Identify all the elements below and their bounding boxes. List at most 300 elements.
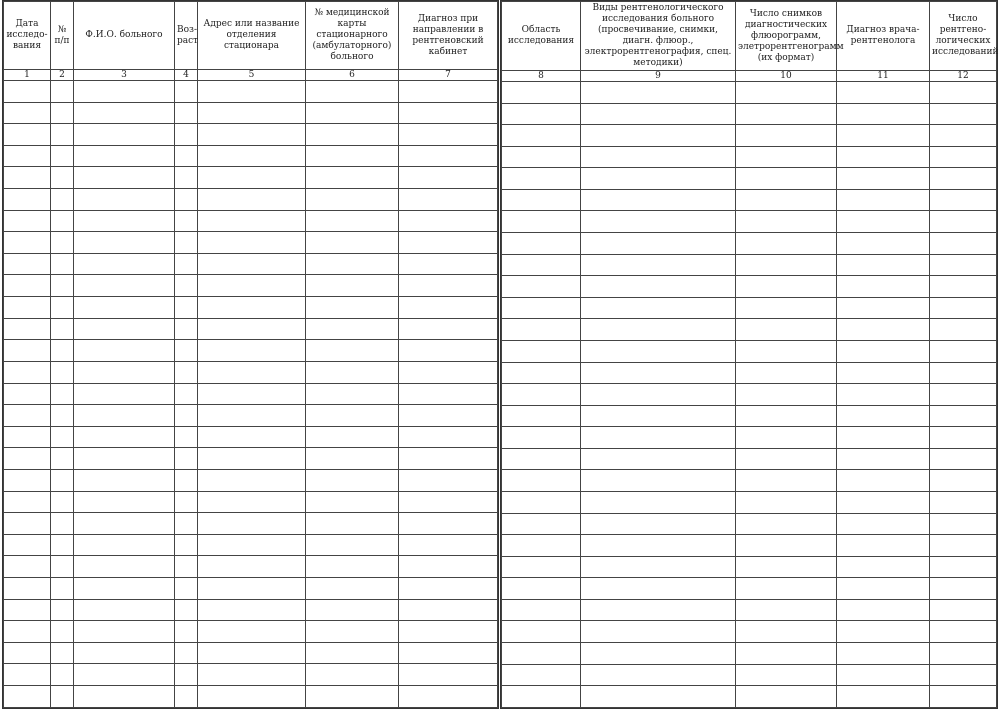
table-cell[interactable] <box>502 599 581 621</box>
table-cell[interactable] <box>502 362 581 384</box>
table-cell[interactable] <box>51 145 74 167</box>
table-cell[interactable] <box>930 254 997 276</box>
table-cell[interactable] <box>4 686 51 708</box>
table-cell[interactable] <box>74 253 175 275</box>
table-cell[interactable] <box>306 534 399 556</box>
table-cell[interactable] <box>502 276 581 298</box>
table-cell[interactable] <box>930 125 997 147</box>
table-cell[interactable] <box>175 102 198 124</box>
table-cell[interactable] <box>736 513 837 535</box>
table-cell[interactable] <box>74 340 175 362</box>
table-cell[interactable] <box>4 275 51 297</box>
table-cell[interactable] <box>736 427 837 449</box>
table-cell[interactable] <box>399 232 498 254</box>
table-cell[interactable] <box>306 232 399 254</box>
table-cell[interactable] <box>581 362 736 384</box>
table-cell[interactable] <box>736 82 837 104</box>
table-cell[interactable] <box>930 189 997 211</box>
table-cell[interactable] <box>198 232 306 254</box>
table-cell[interactable] <box>502 643 581 665</box>
table-cell[interactable] <box>306 599 399 621</box>
table-cell[interactable] <box>736 168 837 190</box>
table-cell[interactable] <box>175 405 198 427</box>
table-cell[interactable] <box>930 82 997 104</box>
table-cell[interactable] <box>51 642 74 664</box>
table-cell[interactable] <box>502 146 581 168</box>
table-cell[interactable] <box>4 405 51 427</box>
table-cell[interactable] <box>837 384 930 406</box>
table-cell[interactable] <box>198 534 306 556</box>
table-cell[interactable] <box>198 469 306 491</box>
table-cell[interactable] <box>581 146 736 168</box>
table-cell[interactable] <box>502 513 581 535</box>
table-cell[interactable] <box>74 469 175 491</box>
table-cell[interactable] <box>930 211 997 233</box>
table-cell[interactable] <box>581 643 736 665</box>
table-cell[interactable] <box>581 513 736 535</box>
table-cell[interactable] <box>306 513 399 535</box>
table-cell[interactable] <box>399 513 498 535</box>
table-cell[interactable] <box>51 383 74 405</box>
table-cell[interactable] <box>175 124 198 146</box>
table-cell[interactable] <box>581 82 736 104</box>
table-cell[interactable] <box>51 361 74 383</box>
table-cell[interactable] <box>198 340 306 362</box>
table-cell[interactable] <box>399 340 498 362</box>
table-cell[interactable] <box>198 167 306 189</box>
table-cell[interactable] <box>4 189 51 211</box>
table-cell[interactable] <box>930 686 997 708</box>
table-cell[interactable] <box>74 642 175 664</box>
table-cell[interactable] <box>736 103 837 125</box>
table-cell[interactable] <box>175 232 198 254</box>
table-cell[interactable] <box>581 405 736 427</box>
table-cell[interactable] <box>175 81 198 103</box>
table-cell[interactable] <box>581 578 736 600</box>
table-cell[interactable] <box>74 448 175 470</box>
table-cell[interactable] <box>198 642 306 664</box>
table-cell[interactable] <box>74 81 175 103</box>
table-cell[interactable] <box>198 556 306 578</box>
table-cell[interactable] <box>736 621 837 643</box>
table-cell[interactable] <box>736 448 837 470</box>
table-cell[interactable] <box>198 405 306 427</box>
table-cell[interactable] <box>306 297 399 319</box>
table-cell[interactable] <box>175 318 198 340</box>
table-cell[interactable] <box>198 426 306 448</box>
table-cell[interactable] <box>306 383 399 405</box>
table-cell[interactable] <box>399 599 498 621</box>
table-cell[interactable] <box>51 102 74 124</box>
table-cell[interactable] <box>4 534 51 556</box>
table-cell[interactable] <box>198 124 306 146</box>
table-cell[interactable] <box>306 664 399 686</box>
table-cell[interactable] <box>502 578 581 600</box>
table-cell[interactable] <box>736 491 837 513</box>
table-cell[interactable] <box>581 125 736 147</box>
table-cell[interactable] <box>4 210 51 232</box>
table-cell[interactable] <box>4 469 51 491</box>
table-cell[interactable] <box>4 145 51 167</box>
table-cell[interactable] <box>175 275 198 297</box>
table-cell[interactable] <box>502 125 581 147</box>
table-cell[interactable] <box>51 513 74 535</box>
table-cell[interactable] <box>198 210 306 232</box>
table-cell[interactable] <box>736 146 837 168</box>
table-cell[interactable] <box>306 145 399 167</box>
table-cell[interactable] <box>502 384 581 406</box>
table-cell[interactable] <box>175 513 198 535</box>
table-cell[interactable] <box>306 686 399 708</box>
table-cell[interactable] <box>51 232 74 254</box>
table-cell[interactable] <box>581 276 736 298</box>
table-cell[interactable] <box>837 599 930 621</box>
table-cell[interactable] <box>399 642 498 664</box>
table-cell[interactable] <box>74 664 175 686</box>
table-cell[interactable] <box>4 340 51 362</box>
table-cell[interactable] <box>837 233 930 255</box>
table-cell[interactable] <box>74 167 175 189</box>
table-cell[interactable] <box>736 125 837 147</box>
table-cell[interactable] <box>581 340 736 362</box>
table-cell[interactable] <box>837 276 930 298</box>
table-cell[interactable] <box>306 491 399 513</box>
table-cell[interactable] <box>74 534 175 556</box>
table-cell[interactable] <box>930 470 997 492</box>
table-cell[interactable] <box>502 319 581 341</box>
table-cell[interactable] <box>175 664 198 686</box>
table-cell[interactable] <box>736 384 837 406</box>
table-cell[interactable] <box>581 686 736 708</box>
table-cell[interactable] <box>51 297 74 319</box>
table-cell[interactable] <box>198 81 306 103</box>
table-cell[interactable] <box>399 469 498 491</box>
table-cell[interactable] <box>837 319 930 341</box>
table-cell[interactable] <box>74 210 175 232</box>
table-cell[interactable] <box>306 448 399 470</box>
table-cell[interactable] <box>399 210 498 232</box>
table-cell[interactable] <box>930 491 997 513</box>
table-cell[interactable] <box>4 383 51 405</box>
table-cell[interactable] <box>837 448 930 470</box>
table-cell[interactable] <box>581 384 736 406</box>
table-cell[interactable] <box>306 361 399 383</box>
table-cell[interactable] <box>837 664 930 686</box>
table-cell[interactable] <box>306 167 399 189</box>
table-cell[interactable] <box>399 81 498 103</box>
table-cell[interactable] <box>502 189 581 211</box>
table-cell[interactable] <box>175 621 198 643</box>
table-cell[interactable] <box>4 297 51 319</box>
table-cell[interactable] <box>837 556 930 578</box>
table-cell[interactable] <box>736 254 837 276</box>
table-cell[interactable] <box>51 318 74 340</box>
table-cell[interactable] <box>74 383 175 405</box>
table-cell[interactable] <box>930 384 997 406</box>
table-cell[interactable] <box>4 167 51 189</box>
table-cell[interactable] <box>51 534 74 556</box>
table-cell[interactable] <box>736 664 837 686</box>
table-cell[interactable] <box>306 405 399 427</box>
table-cell[interactable] <box>4 102 51 124</box>
table-cell[interactable] <box>175 578 198 600</box>
table-cell[interactable] <box>4 578 51 600</box>
table-cell[interactable] <box>581 233 736 255</box>
table-cell[interactable] <box>736 297 837 319</box>
table-cell[interactable] <box>502 535 581 557</box>
table-cell[interactable] <box>51 124 74 146</box>
table-cell[interactable] <box>198 599 306 621</box>
table-cell[interactable] <box>930 146 997 168</box>
table-cell[interactable] <box>306 426 399 448</box>
table-cell[interactable] <box>74 491 175 513</box>
table-cell[interactable] <box>581 599 736 621</box>
table-cell[interactable] <box>175 534 198 556</box>
table-cell[interactable] <box>930 448 997 470</box>
table-cell[interactable] <box>930 427 997 449</box>
table-cell[interactable] <box>4 124 51 146</box>
table-cell[interactable] <box>306 642 399 664</box>
table-cell[interactable] <box>736 599 837 621</box>
table-cell[interactable] <box>306 621 399 643</box>
table-cell[interactable] <box>306 81 399 103</box>
table-cell[interactable] <box>399 297 498 319</box>
table-cell[interactable] <box>175 167 198 189</box>
table-cell[interactable] <box>399 124 498 146</box>
table-cell[interactable] <box>306 469 399 491</box>
table-cell[interactable] <box>581 556 736 578</box>
table-cell[interactable] <box>4 253 51 275</box>
table-cell[interactable] <box>175 297 198 319</box>
table-cell[interactable] <box>837 470 930 492</box>
table-cell[interactable] <box>399 578 498 600</box>
table-cell[interactable] <box>837 427 930 449</box>
table-cell[interactable] <box>837 513 930 535</box>
table-cell[interactable] <box>736 578 837 600</box>
table-cell[interactable] <box>930 340 997 362</box>
table-cell[interactable] <box>198 102 306 124</box>
table-cell[interactable] <box>930 513 997 535</box>
table-cell[interactable] <box>74 405 175 427</box>
table-cell[interactable] <box>198 275 306 297</box>
table-cell[interactable] <box>4 599 51 621</box>
table-cell[interactable] <box>399 145 498 167</box>
table-cell[interactable] <box>837 686 930 708</box>
table-cell[interactable] <box>51 81 74 103</box>
table-cell[interactable] <box>930 556 997 578</box>
table-cell[interactable] <box>306 318 399 340</box>
table-cell[interactable] <box>51 599 74 621</box>
table-cell[interactable] <box>399 102 498 124</box>
table-cell[interactable] <box>4 513 51 535</box>
table-cell[interactable] <box>837 211 930 233</box>
table-cell[interactable] <box>198 578 306 600</box>
table-cell[interactable] <box>4 642 51 664</box>
table-cell[interactable] <box>51 253 74 275</box>
table-cell[interactable] <box>4 621 51 643</box>
table-cell[interactable] <box>306 340 399 362</box>
table-cell[interactable] <box>399 448 498 470</box>
table-cell[interactable] <box>837 189 930 211</box>
table-cell[interactable] <box>74 686 175 708</box>
table-cell[interactable] <box>837 103 930 125</box>
table-cell[interactable] <box>74 318 175 340</box>
table-cell[interactable] <box>51 426 74 448</box>
table-cell[interactable] <box>502 103 581 125</box>
table-cell[interactable] <box>306 253 399 275</box>
table-cell[interactable] <box>306 189 399 211</box>
table-cell[interactable] <box>837 578 930 600</box>
table-cell[interactable] <box>837 254 930 276</box>
table-cell[interactable] <box>930 319 997 341</box>
table-cell[interactable] <box>581 491 736 513</box>
table-cell[interactable] <box>502 664 581 686</box>
table-cell[interactable] <box>399 167 498 189</box>
table-cell[interactable] <box>930 276 997 298</box>
table-cell[interactable] <box>930 103 997 125</box>
table-cell[interactable] <box>502 297 581 319</box>
table-cell[interactable] <box>502 621 581 643</box>
table-cell[interactable] <box>175 383 198 405</box>
table-cell[interactable] <box>175 426 198 448</box>
table-cell[interactable] <box>4 556 51 578</box>
table-cell[interactable] <box>4 81 51 103</box>
table-cell[interactable] <box>175 189 198 211</box>
table-cell[interactable] <box>51 621 74 643</box>
table-cell[interactable] <box>74 361 175 383</box>
table-cell[interactable] <box>175 340 198 362</box>
table-cell[interactable] <box>930 362 997 384</box>
table-cell[interactable] <box>175 253 198 275</box>
table-cell[interactable] <box>175 642 198 664</box>
table-cell[interactable] <box>175 448 198 470</box>
table-cell[interactable] <box>736 233 837 255</box>
table-cell[interactable] <box>399 686 498 708</box>
table-cell[interactable] <box>837 125 930 147</box>
table-cell[interactable] <box>4 426 51 448</box>
table-cell[interactable] <box>502 491 581 513</box>
table-cell[interactable] <box>51 469 74 491</box>
table-cell[interactable] <box>51 167 74 189</box>
table-cell[interactable] <box>74 275 175 297</box>
table-cell[interactable] <box>736 535 837 557</box>
table-cell[interactable] <box>74 426 175 448</box>
table-cell[interactable] <box>581 621 736 643</box>
table-cell[interactable] <box>74 232 175 254</box>
table-cell[interactable] <box>306 124 399 146</box>
table-cell[interactable] <box>399 275 498 297</box>
table-cell[interactable] <box>930 535 997 557</box>
table-cell[interactable] <box>581 319 736 341</box>
table-cell[interactable] <box>736 189 837 211</box>
table-cell[interactable] <box>399 189 498 211</box>
table-cell[interactable] <box>502 686 581 708</box>
table-cell[interactable] <box>502 448 581 470</box>
table-cell[interactable] <box>837 362 930 384</box>
table-cell[interactable] <box>198 491 306 513</box>
table-cell[interactable] <box>930 599 997 621</box>
table-cell[interactable] <box>175 210 198 232</box>
table-cell[interactable] <box>306 275 399 297</box>
table-cell[interactable] <box>306 556 399 578</box>
table-cell[interactable] <box>175 469 198 491</box>
table-cell[interactable] <box>4 318 51 340</box>
table-cell[interactable] <box>198 145 306 167</box>
table-cell[interactable] <box>74 599 175 621</box>
table-cell[interactable] <box>198 686 306 708</box>
table-cell[interactable] <box>930 621 997 643</box>
table-cell[interactable] <box>399 664 498 686</box>
table-cell[interactable] <box>502 211 581 233</box>
table-cell[interactable] <box>581 168 736 190</box>
table-cell[interactable] <box>51 189 74 211</box>
table-cell[interactable] <box>930 233 997 255</box>
table-cell[interactable] <box>198 513 306 535</box>
table-cell[interactable] <box>502 556 581 578</box>
table-cell[interactable] <box>306 210 399 232</box>
table-cell[interactable] <box>837 340 930 362</box>
table-cell[interactable] <box>51 686 74 708</box>
table-cell[interactable] <box>736 211 837 233</box>
table-cell[interactable] <box>198 361 306 383</box>
table-cell[interactable] <box>837 643 930 665</box>
table-cell[interactable] <box>837 535 930 557</box>
table-cell[interactable] <box>502 340 581 362</box>
table-cell[interactable] <box>74 124 175 146</box>
table-cell[interactable] <box>399 426 498 448</box>
table-cell[interactable] <box>930 643 997 665</box>
table-cell[interactable] <box>502 233 581 255</box>
table-cell[interactable] <box>399 556 498 578</box>
table-cell[interactable] <box>502 470 581 492</box>
table-cell[interactable] <box>198 621 306 643</box>
table-cell[interactable] <box>736 319 837 341</box>
table-cell[interactable] <box>930 168 997 190</box>
table-cell[interactable] <box>581 103 736 125</box>
table-cell[interactable] <box>399 361 498 383</box>
table-cell[interactable] <box>502 427 581 449</box>
table-cell[interactable] <box>51 556 74 578</box>
table-cell[interactable] <box>74 189 175 211</box>
table-cell[interactable] <box>74 578 175 600</box>
table-cell[interactable] <box>306 578 399 600</box>
table-cell[interactable] <box>175 361 198 383</box>
table-cell[interactable] <box>198 189 306 211</box>
table-cell[interactable] <box>581 664 736 686</box>
table-cell[interactable] <box>4 491 51 513</box>
table-cell[interactable] <box>581 254 736 276</box>
table-cell[interactable] <box>4 361 51 383</box>
table-cell[interactable] <box>51 664 74 686</box>
table-cell[interactable] <box>736 276 837 298</box>
table-cell[interactable] <box>399 491 498 513</box>
table-cell[interactable] <box>581 535 736 557</box>
table-cell[interactable] <box>502 405 581 427</box>
table-cell[interactable] <box>51 578 74 600</box>
table-cell[interactable] <box>74 556 175 578</box>
table-cell[interactable] <box>736 340 837 362</box>
table-cell[interactable] <box>736 362 837 384</box>
table-cell[interactable] <box>51 448 74 470</box>
table-cell[interactable] <box>930 578 997 600</box>
table-cell[interactable] <box>399 253 498 275</box>
table-cell[interactable] <box>837 297 930 319</box>
table-cell[interactable] <box>736 686 837 708</box>
table-cell[interactable] <box>74 297 175 319</box>
table-cell[interactable] <box>581 427 736 449</box>
table-cell[interactable] <box>74 513 175 535</box>
table-cell[interactable] <box>736 556 837 578</box>
